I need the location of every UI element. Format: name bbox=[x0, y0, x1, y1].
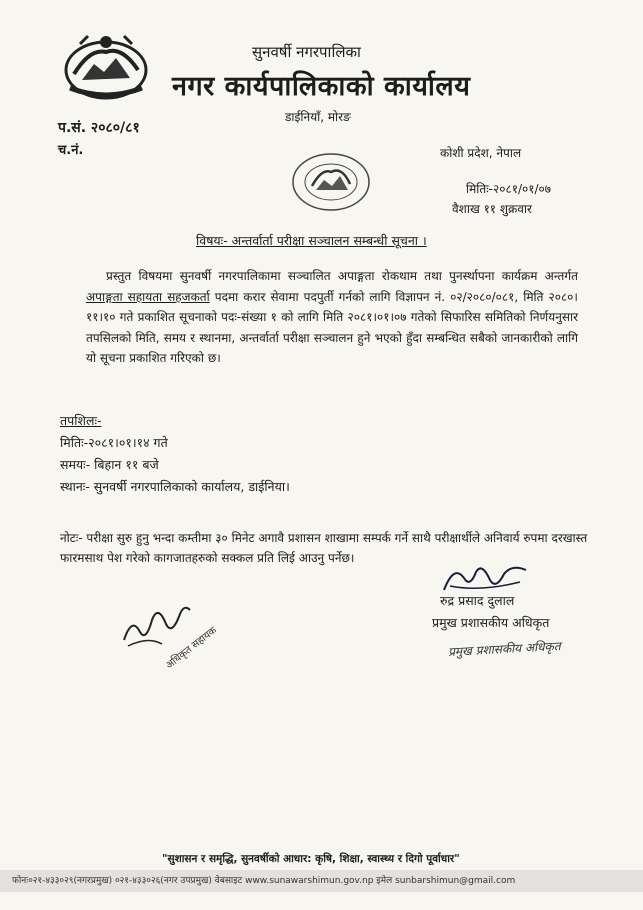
officer-stamp-text: अधिकृत सहायक bbox=[164, 625, 219, 672]
dispatch-number: च.नं. bbox=[58, 143, 84, 158]
body-part-1: प्रस्तुत विषयमा सुनवर्षी नगरपालिकामा सञ्चालित अपाङ्गता रोकथाम तथा पुनर्स्थापना कार्यक्रम अन्तर्गत bbox=[106, 269, 578, 283]
office-location: डाईनियाँ, मोरङ bbox=[285, 110, 351, 124]
officer-signature-icon bbox=[440, 560, 530, 596]
issue-weekday: वैशाख ११ शुक्रवार bbox=[452, 202, 532, 216]
details-heading: तपशिलः- bbox=[60, 413, 102, 428]
footer-slogan: "सुशासन र समृद्धि, सुनवर्षीको आधार: कृषि, शिक्षा, स्वास्थ्य र दिगो पूर्वाधार" bbox=[162, 853, 460, 865]
notice-note: नोटः- परीक्षा सुरु हुनु भन्दा कम्तीमा ३० मिनेट अगावै प्रशासन शाखामा सम्पर्क गर्ने साथै परीक्षार्थीले अनिवार्य रुपमा दरखास्त फारमसाथ पेश गरेको कागजातहरुको सक्कल प्रति लिई आउनु पर्नेछ। bbox=[60, 531, 588, 565]
signer-name: रुद्र प्रसाद दुलाल bbox=[440, 593, 515, 608]
nepal-emblem-icon bbox=[60, 30, 152, 102]
office-stamp-icon bbox=[288, 148, 374, 216]
post-name: अपाङ्गता सहायता सहजकर्ता bbox=[86, 289, 210, 304]
handwritten-title: प्रमुख प्रशासकीय अधिकृत bbox=[447, 639, 561, 659]
interview-place: स्थानः- सुनवर्षी नगरपालिकाको कार्यालय, डाईनिया। bbox=[60, 479, 290, 494]
notice-subject: विषयः- अन्तर्वार्ता परीक्षा सञ्चालन सम्बन्धी सूचना । bbox=[196, 233, 427, 248]
municipality-name: सुनवर्षी नगरपालिका bbox=[252, 43, 361, 61]
footer-contact: फोनः०२१-४३३०२९(नगरप्रमुख) ०२१-४३३०२६(नगर उपप्रमुख) वेबसाइट www.sunawarshimun.gov.np इमेल sunbarshimun@gmail.com bbox=[12, 876, 516, 886]
footer-contact-band bbox=[0, 870, 643, 892]
body-part-2: पदमा करार सेवामा पदपुर्ती गर्नको लागि विज्ञापन नं. ०२/२०८०/०८१, मिति २०८०।११।१० गते प्रकाशित सूचनाको पदः-संख्या १ को लागि मिति २०८१।०१।०७ गतेको सिफारिस समितिको निर्णयनुसार तपसिलको मिति, समय र स्थानमा, अन्तर्वार्ता परीक्षा सञ्चालन हुने भएको हुँदा सम्बन्धित सबैको जानकारीको लागि यो सूचना प्रकाशित गरिएको छ। bbox=[86, 289, 578, 365]
office-title: नगर कार्यपालिकाको कार्यालय bbox=[172, 71, 471, 102]
notice-body bbox=[86, 266, 578, 369]
interview-time: समयः- बिहान ११ बजे bbox=[60, 457, 159, 472]
signer-title: प्रमुख प्रशासकीय अधिकृत bbox=[432, 615, 550, 630]
issue-date: मितिः-२०८१/०१/०७ bbox=[466, 182, 551, 196]
reference-number: प.सं. २०८०/८१ bbox=[58, 120, 140, 136]
interview-date: मितिः-२०८१।०१।१४ गते bbox=[60, 435, 168, 450]
province-name: कोशी प्रदेश, नेपाल bbox=[440, 146, 522, 160]
